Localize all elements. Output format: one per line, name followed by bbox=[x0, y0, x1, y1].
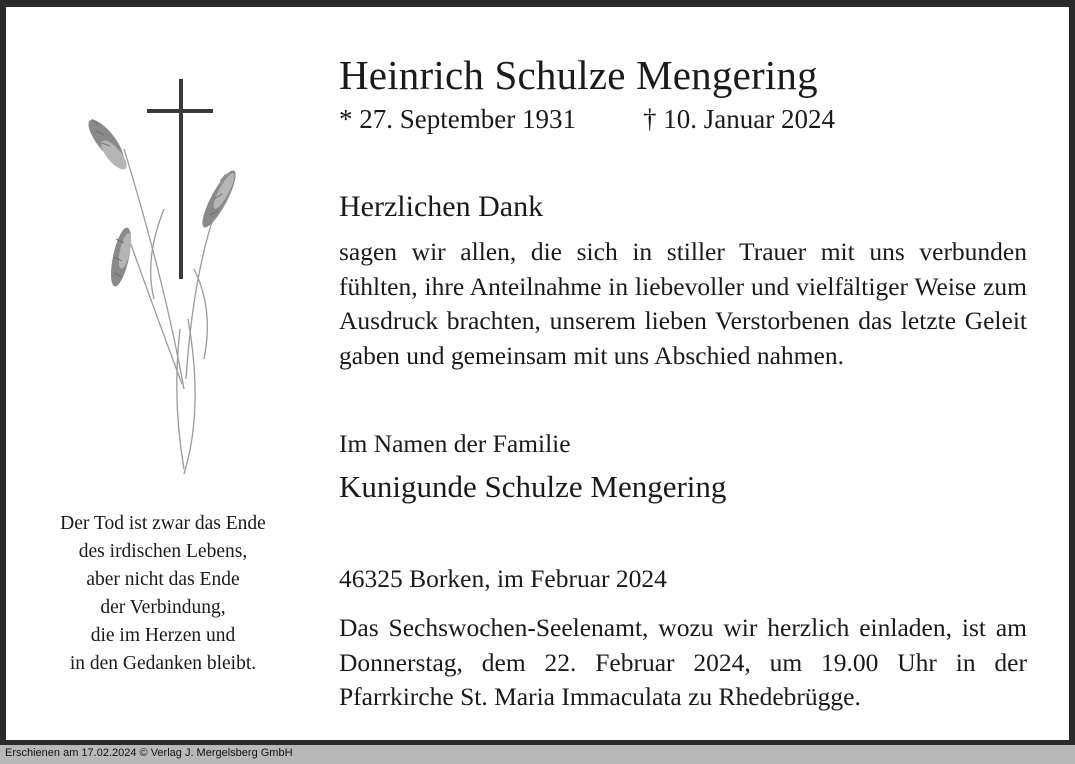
deceased-name: Heinrich Schulze Mengering bbox=[339, 52, 818, 98]
place-and-date: 46325 Borken, im Februar 2024 bbox=[339, 564, 667, 593]
publication-credit: Erschienen am 17.02.2024 © Verlag J. Mergelsberg GmbH bbox=[5, 747, 293, 759]
cross-with-wheat-icon bbox=[84, 79, 264, 479]
publication-footer bbox=[0, 745, 1075, 764]
family-signature: Kunigunde Schulze Mengering bbox=[339, 469, 727, 504]
thanks-paragraph: sagen wir allen, die sich in stiller Trauer mit uns verbunden fühlten, ihre Anteilnahme in liebevoller und vielfältiger Weise zum Ausdruck brachten, unserem lieben Verstorbenen das letzte Geleit gaben und gemeinsam mit uns Abschied nahmen. bbox=[339, 237, 1027, 370]
thanks-heading: Herzlichen Dank bbox=[339, 190, 544, 223]
life-dates bbox=[339, 104, 835, 135]
quote-line: der Verbindung, bbox=[100, 597, 226, 618]
quote-line: des irdischen Lebens, bbox=[78, 541, 248, 562]
memorial-quote bbox=[26, 510, 300, 678]
death-date: † 10. Januar 2024 bbox=[643, 104, 835, 134]
family-label: Im Namen der Familie bbox=[339, 429, 571, 458]
quote-line: aber nicht das Ende bbox=[86, 569, 240, 590]
memorial-service-paragraph: Das Sechswochen-Seelenamt, wozu wir herzlich einladen, ist am Donnerstag, dem 22. Februar 2024, um 19.00 Uhr in der Pfarrkirche St. Maria Immaculata zu Rhedebrügge. bbox=[339, 613, 1027, 711]
quote-line: Der Tod ist zwar das Ende bbox=[60, 513, 266, 534]
quote-line: die im Herzen und bbox=[90, 625, 236, 646]
quote-line: in den Gedanken bleibt. bbox=[69, 653, 257, 674]
obituary-card bbox=[6, 7, 1069, 740]
birth-date: * 27. September 1931 bbox=[339, 104, 576, 134]
